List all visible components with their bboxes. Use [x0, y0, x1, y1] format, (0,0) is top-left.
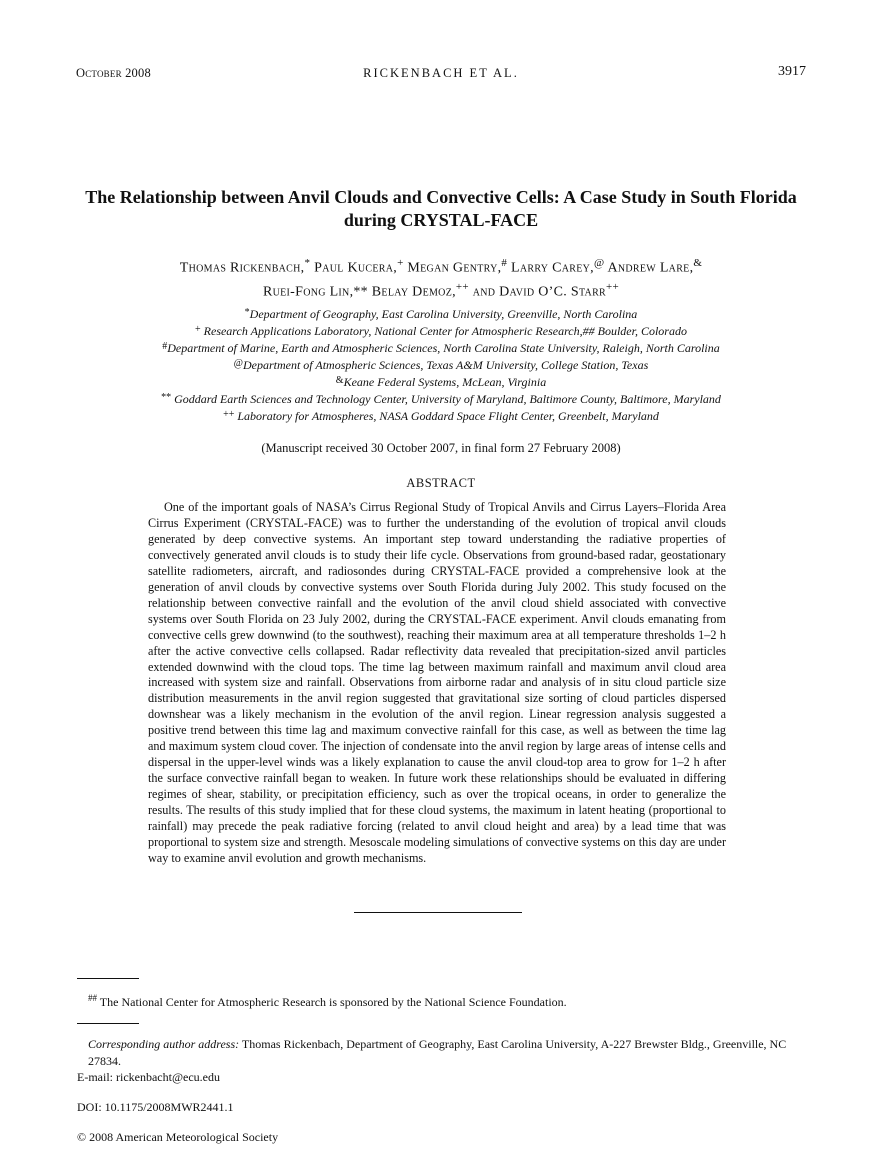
affiliation-line — [60, 390, 822, 407]
affiliation-line — [60, 305, 822, 322]
affiliation-line — [60, 373, 822, 390]
affiliation-text: Research Applications Laboratory, National Center for Atmospheric Research,## Boulder, Colorado — [203, 324, 687, 338]
affiliations — [60, 305, 822, 424]
affiliation-marker: * — [244, 307, 250, 318]
running-header — [76, 64, 806, 84]
copyright: © 2008 American Meteorological Society — [77, 1130, 279, 1144]
footnote-text: The National Center for Atmospheric Research is sponsored by the National Science Foundation. — [99, 995, 567, 1009]
footnote-marker: ## — [88, 993, 97, 1003]
author-name: Andrew Lare, — [607, 260, 694, 276]
footnote-rule — [77, 978, 139, 979]
footnote — [88, 993, 808, 1010]
affiliation-marker: ++ — [223, 409, 235, 420]
corresponding-label: Corresponding author address: — [88, 1037, 240, 1051]
affiliation-text: Department of Marine, Earth and Atmospheric Sciences, North Carolina State University, Raleigh, North Carolina — [167, 341, 720, 355]
author-conjunction: and — [472, 284, 496, 300]
header-authors: RICKENBACH ET AL. — [363, 66, 519, 80]
author-name: Ruei-Fong Lin, — [262, 284, 354, 300]
corresponding-email: E-mail: rickenbacht@ecu.edu — [77, 1070, 220, 1084]
affiliation-text: Department of Geography, East Carolina University, Greenville, North Carolina — [249, 307, 638, 321]
header-date: October 2008 — [76, 66, 151, 80]
author-marker: ++ — [606, 280, 620, 293]
author-marker: * — [304, 257, 311, 269]
affiliation-marker: @ — [233, 358, 243, 369]
author-name: Megan Gentry, — [407, 260, 502, 276]
affiliation-marker: # — [162, 341, 168, 352]
paper-title: The Relationship between Anvil Clouds and Convective Cells: A Case Study in South Florida during CRYSTAL-FACE — [85, 187, 797, 230]
manuscript-received: (Manuscript received 30 October 2007, in final form 27 February 2008) — [261, 441, 621, 455]
author-marker: @ — [593, 257, 605, 269]
corresponding-author — [77, 1036, 807, 1086]
affiliation-marker: + — [195, 324, 201, 335]
affiliation-text: Keane Federal Systems, McLean, Virginia — [343, 375, 547, 389]
correspondence-rule — [77, 1023, 139, 1024]
abstract-body: One of the important goals of NASA’s Cirrus Regional Study of Tropical Anvils and Cirrus Layers–Florida Area Cirrus Experiment (CRYSTAL-FACE) was to further the understanding of the evolution of tropical anvil clouds generated by deep convective systems. An important step toward understanding the radiative properties of convectively generated anvil clouds is to study their life cycle. Observations from ground-based radar, geostationary satellite radiometers, aircraft, and radiosondes during CRYSTAL-FACE provided a comprehensive look at the generation of anvil clouds by convective systems over South Florida during July 2002. This study focused on the relationship between convective rainfall and the evolution of the anvil cloud shield associated with convective systems over South Florida on 23 July 2002, during the CRYSTAL-FACE experiment. Anvil clouds emanating from convective cells grew downwind (to the southwest), reaching their maximum area at all temperature thresholds 1–2 h after the active convective cells collapsed. Radar reflectivity data revealed that precipitation-sized anvil particles extended downwind with the cloud tops. The time lag between maximum rainfall and maximum anvil cloud area increased with system size and rainfall. Observations from airborne radar and analysis of in situ cloud particle size distribution measurements in the anvil region suggested that gravitational size sorting of cloud particles dispersed downshear was a likely mechanism in the evolution of the anvil region. Linear regression analysis suggested a positive trend between this time lag and maximum convective rainfall for this case, as well as between the time lag and maximum system cloud cover. The injection of condensate into the anvil region by large areas of intense cells and dispersal in the upper-level winds was a likely explanation to cause the anvil cloud-top area to grow for 1–2 h after the surface convective rainfall began to weaken. In future work these relationships should be evaluated in differing regimes of shear, stability, or precipitation efficiency, such as over the tropical oceans, in order to generalize the results. The results of this study implied that for these cloud systems, the maximum in latent heating (proportional to rainfall) may precede the peak radiative forcing (related to anvil cloud height and area) by a lead time that was proportional to system size and strength. Mesoscale modeling simulations of convective systems on this day are under way to examine anvil evolution and growth mechanisms. — [148, 500, 726, 865]
author-name: Belay Demoz, — [371, 284, 456, 300]
author-list — [60, 254, 822, 301]
affiliation-line — [60, 322, 822, 339]
author-marker: & — [693, 257, 703, 269]
affiliation-line — [60, 356, 822, 373]
affiliation-text: Department of Atmospheric Sciences, Texas A&M University, College Station, Texas — [242, 358, 649, 372]
page-number: 3917 — [778, 64, 806, 79]
affiliation-line — [60, 339, 822, 356]
author-marker: + — [397, 257, 404, 269]
author-name: Paul Kucera, — [314, 260, 398, 276]
author-marker: ** — [353, 284, 368, 300]
author-marker: ++ — [455, 280, 469, 293]
affiliation-text: Goddard Earth Sciences and Technology Center, University of Maryland, Baltimore County, Baltimore, Maryland — [174, 392, 721, 406]
author-marker: # — [501, 257, 508, 269]
author-name: Larry Carey, — [511, 260, 594, 276]
author-name: Thomas Rickenbach, — [179, 260, 305, 276]
abstract-end-rule — [354, 912, 522, 913]
affiliation-line — [60, 407, 822, 424]
doi: DOI: 10.1175/2008MWR2441.1 — [77, 1100, 234, 1114]
abstract-heading: ABSTRACT — [406, 476, 476, 490]
corresponding-address: Thomas Rickenbach, Department of Geography, East Carolina University, A-227 Brewster Bldg., Greenville, NC 27834. — [88, 1037, 787, 1068]
affiliation-text: Laboratory for Atmospheres, NASA Goddard Space Flight Center, Greenbelt, Maryland — [237, 409, 659, 423]
affiliation-marker: ** — [161, 392, 172, 403]
affiliation-marker: & — [335, 375, 344, 386]
author-name: David O’C. Starr — [499, 284, 607, 300]
